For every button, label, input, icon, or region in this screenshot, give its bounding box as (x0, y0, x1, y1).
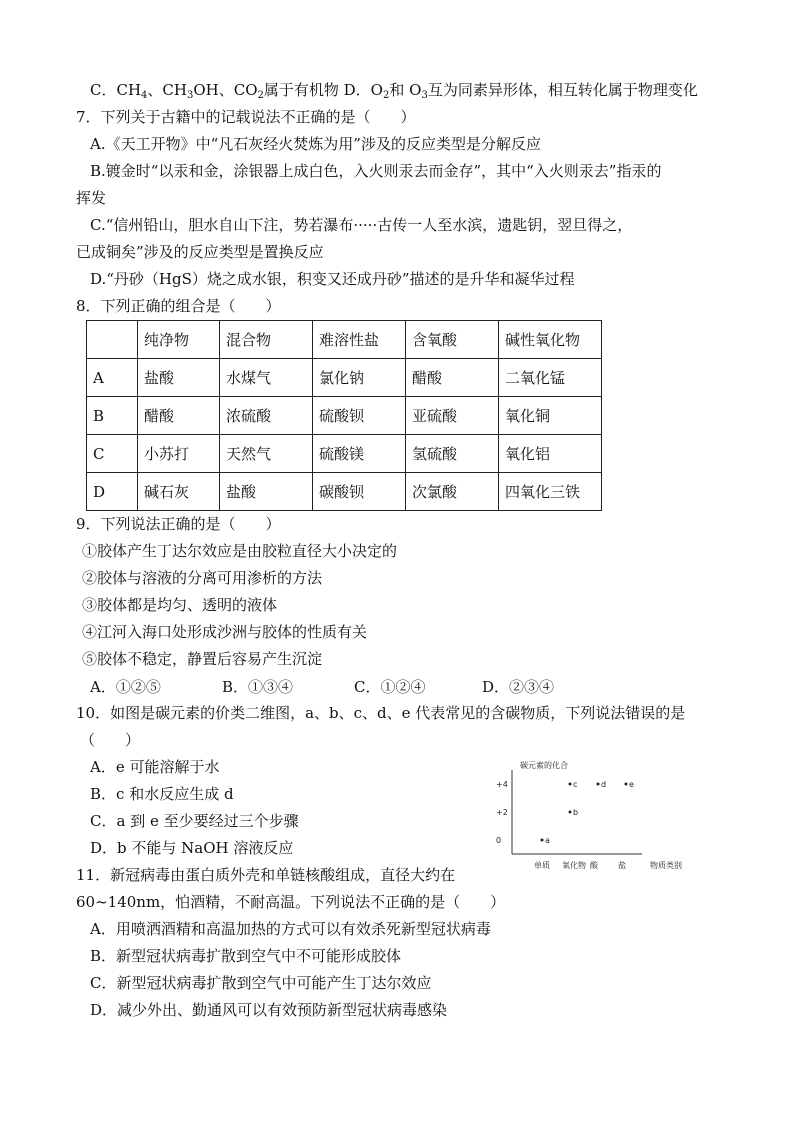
y-tick-label: 0 (496, 836, 502, 845)
data-point-a (541, 839, 544, 842)
q11-stem: 11．新冠病毒由蛋白质外壳和单链核酸组成，直径大约在 (76, 866, 456, 884)
x-tick-label: 氧化物 (562, 861, 586, 870)
q10-option-d: D．b 不能与 NaOH 溶液反应 (90, 839, 294, 857)
chart-canvas (492, 756, 702, 876)
q9-option-c: C．①②④ (354, 678, 426, 696)
table-header-cell (87, 321, 138, 359)
table-header-cell: 混合物 (220, 321, 313, 359)
q9-item: ①胶体产生丁达尔效应是由胶粒直径大小决定的 (82, 542, 398, 560)
q9-options (90, 676, 710, 698)
table-cell: 亚硫酸 (406, 397, 499, 435)
table-header-cell: 难溶性盐 (313, 321, 406, 359)
table-row (87, 435, 602, 473)
q11-option-a: A．用喷洒酒精和高温加热的方式可以有效杀死新型冠状病毒 (90, 920, 491, 938)
q11-option-c: C．新型冠状病毒扩散到空气中可能产生丁达尔效应 (90, 974, 432, 992)
x-axis-label: 物质类别 (650, 861, 682, 870)
table-cell: 醋酸 (138, 397, 220, 435)
table-cell: 天然气 (220, 435, 313, 473)
table-cell: 硫酸镁 (313, 435, 406, 473)
q7-option-c-cont: 已成铜矣”涉及的反应类型是置换反应 (76, 243, 324, 261)
table-row (87, 397, 602, 435)
q9-stem: 9．下列说法正确的是（ ） (76, 515, 281, 533)
valence-class-chart (492, 756, 702, 876)
q7-option-c: C.“信州铅山，胆水自山下注，势若瀑布·····古传一人至水滨，遗匙钥，翌旦得之， (90, 216, 633, 234)
q11-option-d: D．减少外出、勤通风可以有效预防新型冠状病毒感染 (90, 1001, 448, 1019)
q9-item: ②胶体与溶液的分离可用渗析的方法 (82, 569, 323, 587)
y-tick-label: +4 (496, 780, 508, 789)
table-header-cell: 纯净物 (138, 321, 220, 359)
q9-item: ⑤胶体不稳定，静置后容易产生沉淀 (82, 650, 323, 668)
table-cell: 碳酸钡 (313, 473, 406, 511)
data-point-label: e (629, 780, 634, 789)
table-cell: 二氧化锰 (499, 359, 602, 397)
q9-option-a: A．①②⑤ (90, 678, 161, 696)
q7-option-a: A.《天工开物》中“凡石灰经火焚炼为用”涉及的反应类型是分解反应 (90, 135, 541, 153)
q7-option-b-cont: 挥发 (76, 189, 107, 207)
data-point-label: b (573, 808, 579, 817)
data-point-label: c (573, 780, 578, 789)
q7-option-d: D.“丹砂（HgS）烧之成水银，积变又还成丹砂”描述的是升华和凝华过程 (90, 270, 575, 288)
table-cell: 盐酸 (220, 473, 313, 511)
data-point-d (597, 783, 600, 786)
table-cell: 氢硫酸 (406, 435, 499, 473)
table-cell: 氧化铝 (499, 435, 602, 473)
table-cell: 小苏打 (138, 435, 220, 473)
table-cell: B (87, 397, 138, 435)
q8-stem: 8．下列正确的组合是（ ） (76, 297, 281, 315)
table-cell: 氧化铜 (499, 397, 602, 435)
table-header-cell: 含氧酸 (406, 321, 499, 359)
q10-option-b: B．c 和水反应生成 d (90, 785, 234, 803)
q8-table (86, 320, 602, 511)
data-point-b (569, 811, 572, 814)
table-cell: 浓硫酸 (220, 397, 313, 435)
data-point-c (569, 783, 572, 786)
x-tick-label: 单质 (534, 861, 550, 870)
table-cell: 硫酸钡 (313, 397, 406, 435)
table-header-cell: 碱性氧化物 (499, 321, 602, 359)
q10-stem: 10．如图是碳元素的价类二维图，a、b、c、d、e 代表常见的含碳物质，下列说法错误的是 (76, 704, 686, 722)
table-cell: 盐酸 (138, 359, 220, 397)
table-row (87, 473, 602, 511)
q9-option-d: D．②③④ (482, 678, 555, 696)
q10-option-c: C．a 到 e 至少要经过三个步骤 (90, 812, 299, 830)
table-cell: 氯化钠 (313, 359, 406, 397)
q9-option-b: B．①③④ (222, 678, 294, 696)
table-cell: 水煤气 (220, 359, 313, 397)
q7-stem: 7．下列关于古籍中的记载说法不正确的是（ ） (76, 108, 416, 126)
table-row (87, 359, 602, 397)
x-tick-label: 盐 (618, 861, 626, 870)
table-cell: 四氧化三铁 (499, 473, 602, 511)
data-point-label: a (545, 836, 550, 845)
q9-item: ④江河入海口处形成沙洲与胶体的性质有关 (82, 623, 368, 641)
q7-option-b: B.镀金时“以汞和金，涂银器上成白色，入火则汞去而金存”，其中“入火则汞去”指汞的 (90, 162, 662, 180)
table-cell: A (87, 359, 138, 397)
q6-option-c-d: C．$CH_4$、$CH_3OH$、$CO_2$属于有机物 D．$O_2$和 $O_3$互为同素异形体，相互转化属于物理变化 (90, 81, 698, 101)
table-cell: D (87, 473, 138, 511)
data-point-label: d (601, 780, 607, 789)
q9-item: ③胶体都是均匀、透明的液体 (82, 596, 278, 614)
q10-stem-cont: （ ） (80, 731, 141, 749)
table-cell: 醋酸 (406, 359, 499, 397)
y-tick-label: +2 (496, 808, 508, 817)
table-cell: 碱石灰 (138, 473, 220, 511)
x-tick-label: 酸 (590, 861, 598, 870)
q11-stem-cont: 60~140nm，怕酒精，不耐高温。下列说法不正确的是（ ） (76, 893, 506, 911)
y-axis-label: 碳元素的化合 (520, 761, 568, 770)
data-point-e (625, 783, 628, 786)
table-cell: 次氯酸 (406, 473, 499, 511)
table-header-row (87, 321, 602, 359)
q10-option-a: A．e 可能溶解于水 (90, 758, 220, 776)
q11-option-b: B．新型冠状病毒扩散到空气中不可能形成胶体 (90, 947, 402, 965)
table-cell: C (87, 435, 138, 473)
